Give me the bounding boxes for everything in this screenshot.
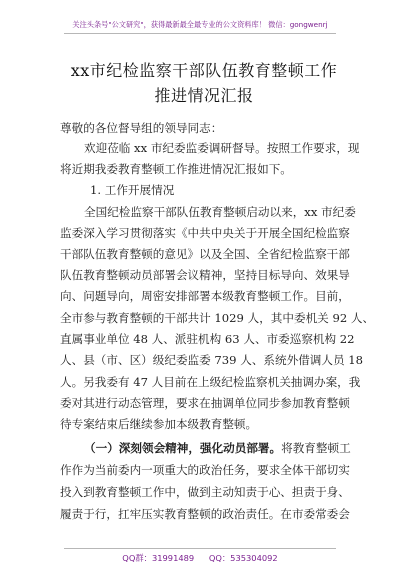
paragraph-line: 投入到教育整顿工作中，做到主动知责于心、担责于身、 bbox=[60, 485, 350, 499]
paragraph-line: 全市参与教育整顿的干部共计 1029 人，其中委机关 92 人、 bbox=[60, 311, 375, 325]
paragraph-line: 监委深入学习贯彻落实《中共中央关于开展全国纪检监察 bbox=[60, 226, 350, 240]
document-title-line-2: 推进情况汇报 bbox=[154, 86, 254, 105]
paragraph-line: 委对其进行动态管理，要求在抽调单位同步参加教育整顿 bbox=[60, 396, 350, 410]
footer-qq-group: QQ群：31991489 bbox=[122, 553, 195, 563]
paragraph-line: 全国纪检监察干部队伍教育整顿启动以来，xx 市纪委 bbox=[84, 205, 356, 219]
paragraph-line bbox=[84, 441, 384, 456]
paragraph-line: 队伍教育整顿动员部署会议精神，坚持目标导向、效果导 bbox=[60, 268, 350, 282]
paragraph-line: 待专案结束后继续参加本级教育整顿。 bbox=[60, 417, 258, 431]
paragraph-text: 将教育整顿工 bbox=[281, 441, 351, 455]
paragraph-line: 直属事业单位 48 人、派驻机构 63 人、市委巡察机构 22 bbox=[60, 332, 355, 346]
paragraph-line: 人、县（市、区）级纪委监委 739 人、系统外借调人员 18 bbox=[60, 353, 364, 367]
paragraph-line: 干部队伍教育整顿的意见》以及全国、全省纪检监察干部 bbox=[60, 247, 350, 261]
paragraph-line: 将近期我委教育整顿工作推进情况汇报如下。 bbox=[60, 162, 292, 176]
page-header: 关注头条号"公文研究"，获得最新最全最专业的公文资料库！ 微信：gongwenrj bbox=[64, 20, 336, 34]
paragraph-line: 履责于行，扛牢压实教育整顿的政治责任。在市委常委会 bbox=[60, 507, 350, 521]
page-footer bbox=[64, 548, 336, 564]
paragraph-line: 人。另我委有 47 人目前在上级纪检监察机关抽调办案，我 bbox=[60, 375, 361, 389]
paragraph-line: 向、问题导向，周密安排部署本级教育整顿工作。目前， bbox=[60, 289, 350, 303]
paragraph-line: 作作为当前委内一项重大的政治任务，要求全体干部切实 bbox=[60, 463, 350, 477]
section-heading: 1. 工作开展情况 bbox=[90, 183, 175, 197]
subsection-heading: （一）深刻领会精神，强化动员部署。 bbox=[84, 441, 282, 455]
document-title-line-1: xx市纪检监察干部队伍教育整顿工作 bbox=[70, 61, 338, 80]
footer-qq: QQ：535304092 bbox=[208, 553, 278, 563]
paragraph-line: 欢迎莅临 xx 市纪委监委调研督导。按照工作要求，现 bbox=[84, 141, 360, 155]
salutation: 尊敬的各位督导组的领导同志： bbox=[60, 121, 223, 135]
